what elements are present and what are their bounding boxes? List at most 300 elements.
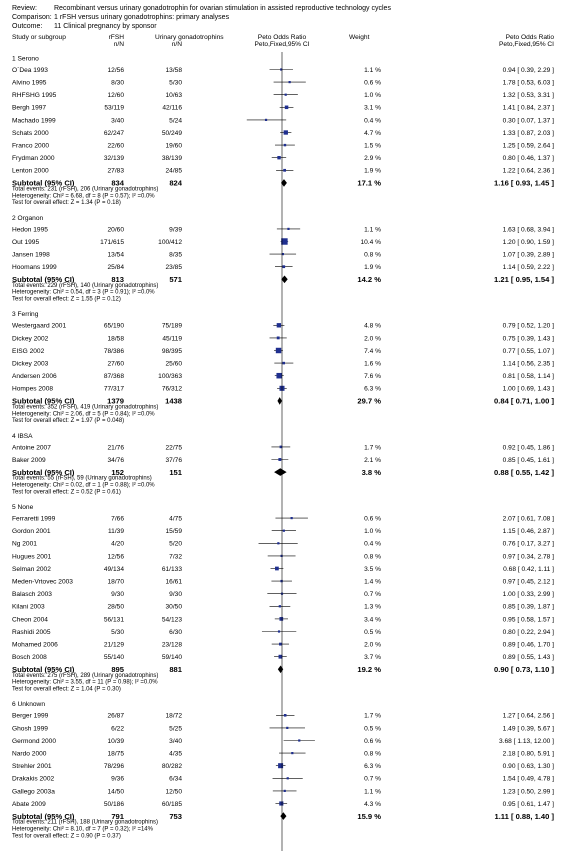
subtotal-weight: 14.2 % [357,275,381,285]
study-or: 1.63 [ 0.68, 3.94 ] [502,226,554,234]
study-rfsh: 53/119 [104,104,124,112]
study-urinary: 10/63 [165,92,182,100]
subtotal-or: 1.11 [ 0.88, 1.40 ] [494,811,554,821]
study-weight: 1.7 % [364,712,381,720]
study-point [285,106,289,110]
study-name: Out 1995 [12,238,40,246]
subtotal-weight: 17.1 % [357,178,381,188]
study-or: 0.76 [ 0.17, 3.27 ] [502,540,554,548]
study-name: Bosch 2008 [12,654,47,662]
study-or: 1.15 [ 0.46, 2.87 ] [502,528,554,536]
subtotal-note: Total events: 352 (rFSH), 419 (Urinary gonadotrophins) [12,404,159,411]
col-urinary: Urinary gonadotrophins [155,34,224,41]
subtotal-weight: 19.2 % [357,665,381,675]
study-rfsh: 12/56 [107,553,124,561]
study-point [289,81,291,83]
study-name: Gallego 2003a [12,788,55,796]
group-title: 1 Serono [12,55,39,63]
study-point [287,777,289,779]
study-weight: 1.3 % [364,603,381,611]
study-weight: 1.0 % [364,528,381,536]
study-urinary: 15/59 [165,528,182,536]
study-name: Baker 2009 [12,456,46,464]
study-urinary: 8/35 [169,251,182,259]
subtotal-diamond [278,666,283,674]
study-name: Hedon 1995 [12,226,48,234]
study-weight: 1.1 % [364,66,381,74]
subtotal-diamond [280,812,286,820]
study-or: 0.80 [ 0.22, 2.94 ] [502,628,554,636]
study-point [298,739,300,741]
study-name: Nardo 2000 [12,750,47,758]
study-name: Balasch 2003 [12,591,52,599]
subtotal-note: Total events: 275 (rFSH), 289 (Urinary gonadotrophins) [12,672,159,679]
header [12,5,391,30]
study-point [282,362,285,365]
study-or: 2.18 [ 0.80, 5.91 ] [502,750,554,758]
study-weight: 0.6 % [364,737,381,745]
subtotal-rfsh: 791 [111,811,124,821]
study-weight: 1.6 % [364,360,381,368]
subtotal-urinary: 571 [169,275,182,285]
subtotal-urinary: 753 [169,811,182,821]
study-urinary: 9/39 [169,226,182,234]
col-plot-method: Peto,Fixed,95% CI [254,41,310,48]
study-name: Mohamed 2006 [12,641,58,649]
study-name: Lenton 2000 [12,167,49,175]
study-urinary: 22/75 [165,444,182,452]
study-rfsh: 27/83 [107,167,124,175]
subtotal-rfsh: 813 [111,275,124,285]
study-urinary: 24/85 [165,167,182,175]
study-weight: 0.8 % [364,251,381,259]
study-name: Machado 1999 [12,117,56,125]
study-urinary: 5/20 [169,540,182,548]
study-rfsh: 11/39 [107,528,124,536]
subtotal-or: 0.84 [ 0.71, 1.00 ] [494,396,554,406]
study-rfsh: 5/30 [111,628,124,636]
study-urinary: 75/189 [161,322,182,330]
subtotal-or: 0.90 [ 0.73, 1.10 ] [494,665,554,675]
subtotal-note: Heterogeneity: Chi² = 3.55, df = 11 (P = 0.98); I² =0.0% [12,679,158,686]
subtotal-weight: 3.8 % [361,467,381,477]
study-name: Bergh 1997 [12,104,47,112]
col-or: Peto Odds Ratio [505,34,554,41]
study-name: Westergaard 2001 [12,322,67,330]
study-weight: 0.8 % [364,750,381,758]
study-urinary: 76/312 [161,385,182,393]
study-name: Jansen 1998 [12,251,50,259]
study-name: EISG 2002 [12,347,45,355]
subtotal-rfsh: 1379 [107,396,124,406]
study-rfsh: 50/186 [103,800,124,808]
study-point [278,630,280,632]
study-weight: 1.0 % [364,92,381,100]
study-name: Ng 2001 [12,540,37,548]
subtotal-note: Total events: 211 (rFSH), 188 (Urinary gonadotrophins) [12,819,158,826]
study-urinary: 5/30 [169,79,182,87]
study-weight: 1.9 % [364,167,381,175]
study-name: Ferraretti 1999 [12,515,56,523]
subtotal-rfsh: 834 [111,178,124,188]
study-or: 0.85 [ 0.39, 1.87 ] [502,603,554,611]
study-point [284,790,286,792]
study-or: 1.78 [ 0.53, 6.03 ] [502,79,554,87]
study-point [287,228,289,230]
study-point [276,348,281,353]
study-weight: 7.4 % [364,347,381,355]
study-rfsh: 26/87 [107,712,124,720]
subtotal-urinary: 881 [169,665,182,675]
study-urinary: 6/30 [169,628,182,636]
subtotal-note: Heterogeneity: Chi² = 6.68, df = 8 (P = 0.57); I² =0.0% [12,193,155,200]
study-rfsh: 21/76 [107,444,124,452]
study-point [277,156,280,159]
study-urinary: 9/30 [169,591,182,599]
study-urinary: 6/34 [169,775,182,783]
study-rfsh: 18/75 [107,750,124,758]
study-or: 1.00 [ 0.33, 2.99 ] [502,591,554,599]
study-rfsh: 49/134 [103,565,124,573]
study-weight: 3.5 % [364,565,381,573]
study-point [278,458,281,461]
study-or: 1.32 [ 0.53, 3.31 ] [502,92,554,100]
study-or: 1.20 [ 0.90, 1.59 ] [502,238,554,246]
study-name: Rashidi 2005 [12,628,51,636]
study-rfsh: 4/20 [111,540,124,548]
subtotal-label: Subtotal (95% CI) [12,665,75,675]
study-rfsh: 10/39 [107,737,124,745]
subtotal-or: 0.88 [ 0.55, 1.42 ] [494,467,554,477]
study-weight: 0.4 % [364,540,381,548]
study-urinary: 12/50 [165,788,182,796]
study-urinary: 5/24 [169,117,182,125]
study-point [279,643,282,646]
col-weight: Weight [349,34,370,41]
study-point [280,580,282,582]
study-point [286,727,288,729]
study-rfsh: 27/60 [107,360,124,368]
study-name: Franco 2000 [12,142,50,150]
subtotal-rfsh: 895 [111,665,124,675]
study-rfsh: 12/60 [107,92,124,100]
study-name: Berger 1999 [12,712,49,720]
study-rfsh: 8/30 [111,79,124,87]
subtotal-label: Subtotal (95% CI) [12,275,75,285]
study-name: Frydman 2000 [12,155,55,163]
study-or: 3.68 [ 1.13, 12.00 ] [499,737,554,745]
study-point [283,169,286,172]
subtotal-weight: 15.9 % [357,811,381,821]
study-weight: 0.4 % [364,117,381,125]
group-title: 5 None [12,504,34,511]
study-urinary: 16/61 [165,578,182,586]
col-study: Study or subgroup [12,34,66,41]
study-or: 1.23 [ 0.50, 2.99 ] [502,788,554,796]
study-weight: 0.6 % [364,515,381,523]
study-name: Ghosh 1999 [12,725,48,733]
study-or: 1.49 [ 0.39, 5.67 ] [502,725,554,733]
study-urinary: 98/395 [161,347,182,355]
study-name: Cheon 2004 [12,616,48,624]
study-weight: 1.1 % [364,226,381,234]
study-weight: 6.3 % [364,763,381,771]
study-point [277,542,279,544]
study-name: Strehler 2001 [12,763,52,771]
subtotal-or: 1.21 [ 0.95, 1.54 ] [494,275,554,285]
study-or: 0.77 [ 0.55, 1.07 ] [502,347,554,355]
study-rfsh: 87/368 [103,373,124,381]
study-or: 0.68 [ 0.42, 1.11 ] [503,565,554,573]
study-urinary: 61/133 [161,565,182,573]
study-weight: 0.8 % [364,553,381,561]
study-urinary: 100/363 [158,373,182,381]
study-weight: 1.9 % [364,264,381,272]
study-name: Gordon 2001 [12,528,51,536]
study-or: 1.33 [ 0.87, 2.03 ] [502,129,554,137]
study-name: Hompes 2008 [12,385,54,393]
col-urinary-n: n/N [171,41,182,48]
col-rfsh-n: n/N [113,41,124,48]
study-point [275,567,279,571]
study-or: 1.22 [ 0.64, 2.36 ] [502,167,554,175]
study-rfsh: 77/317 [103,385,124,393]
study-weight: 0.5 % [364,628,381,636]
study-weight: 2.1 % [364,456,381,464]
outcome-text: 11 Clinical pregnancy by sponsor [54,23,157,30]
study-weight: 0.5 % [364,725,381,733]
study-weight: 1.5 % [364,142,381,150]
study-urinary: 50/249 [161,129,182,137]
study-rfsh: 28/50 [107,603,124,611]
study-or: 0.89 [ 0.55, 1.43 ] [502,654,554,662]
study-urinary: 23/128 [161,641,182,649]
subtotal-weight: 29.7 % [357,396,381,406]
study-point [276,373,282,379]
study-or: 1.14 [ 0.59, 2.22 ] [502,264,554,272]
study-weight: 0.6 % [364,79,381,87]
outcome-label: Outcome: [12,23,43,30]
study-name: O`Dea 1993 [12,66,48,74]
study-urinary: 38/139 [161,155,182,163]
study-urinary: 42/116 [162,104,182,112]
study-rfsh: 56/131 [103,616,124,624]
study-name: Hugues 2001 [12,553,52,561]
study-or: 0.97 [ 0.45, 2.12 ] [502,578,554,586]
group-title: 3 Ferring [12,311,39,319]
study-point [284,714,287,717]
study-rfsh: 171/615 [100,238,124,246]
study-rfsh: 9/36 [111,775,124,783]
study-rfsh: 21/129 [103,641,124,649]
study-or: 0.97 [ 0.34, 2.78 ] [502,553,554,561]
study-urinary: 30/50 [165,603,182,611]
study-point [284,144,286,146]
study-weight: 10.4 % [360,238,381,246]
study-rfsh: 65/190 [103,322,124,330]
subtotal-or: 1.16 [ 0.93, 1.45 ] [494,178,554,188]
study-name: Selman 2002 [12,565,51,573]
review-label: Review: [12,5,37,12]
study-urinary: 23/85 [165,264,182,272]
study-urinary: 7/32 [169,553,182,561]
study-rfsh: 12/56 [107,66,124,74]
study-or: 0.80 [ 0.46, 1.37 ] [502,155,554,163]
subtotal-urinary: 1438 [165,396,182,406]
comparison-text: 1 rFSH versus urinary gonadotrophins: primary analyses [54,14,230,21]
study-rfsh: 9/30 [111,591,124,599]
subtotal-note: Test for overall effect: Z = 1.55 (P = 0.12) [12,296,121,303]
study-urinary: 4/35 [169,750,182,758]
study-point [265,119,267,121]
study-weight: 1.1 % [364,788,381,796]
study-rfsh: 78/296 [103,763,124,771]
subtotal-note: Heterogeneity: Chi² = 2.06, df = 5 (P = 0.84); I² =0.0% [12,411,155,418]
study-name: Dickey 2003 [12,360,49,368]
col-or-method: Peto,Fixed,95% CI [499,41,554,48]
study-weight: 0.7 % [364,591,381,599]
study-urinary: 19/60 [165,142,182,150]
group-title: 4 IBSA [12,432,33,440]
subtotal-note: Heterogeneity: Chi² = 0.54, df = 3 (P = 0.91); I² =0.0% [12,289,155,296]
study-rfsh: 20/60 [107,226,124,234]
study-urinary: 100/412 [158,238,182,246]
study-rfsh: 62/247 [103,129,124,137]
subtotal-diamond [277,397,282,405]
subtotal-urinary: 824 [169,178,182,188]
study-urinary: 54/123 [161,616,182,624]
study-or: 1.27 [ 0.64, 2.56 ] [502,712,554,720]
study-name: RHFSHG 1995 [12,92,57,100]
study-or: 0.95 [ 0.61, 1.47 ] [502,800,554,808]
study-urinary: 59/140 [161,654,182,662]
study-point [280,555,282,557]
subtotal-label: Subtotal (95% CI) [12,811,75,821]
study-name: Antoine 2007 [12,444,51,452]
study-rfsh: 18/58 [107,335,124,343]
study-point [279,801,283,805]
study-or: 0.89 [ 0.46, 1.70 ] [502,641,554,649]
subtotal-note: Test for overall effect: Z = 1.04 (P = 0.30) [12,686,121,693]
study-or: 0.79 [ 0.52, 1.20 ] [502,322,554,330]
study-name: Abate 2009 [12,800,46,808]
study-weight: 1.7 % [364,444,381,452]
study-rfsh: 14/50 [107,788,124,796]
subtotal-note: Heterogeneity: Chi² = 0.02, df = 1 (P = 0.88); I² =0.0% [12,482,155,489]
study-or: 1.25 [ 0.59, 2.64 ] [502,142,554,150]
study-urinary: 60/185 [161,800,182,808]
study-weight: 4.8 % [364,322,381,330]
study-or: 0.95 [ 0.58, 1.57 ] [502,616,554,624]
subtotal-label: Subtotal (95% CI) [12,467,75,477]
group-title: 2 Organon [12,214,44,222]
study-or: 1.14 [ 0.56, 2.35 ] [502,360,554,368]
study-urinary: 45/119 [162,335,182,343]
study-weight: 6.3 % [364,385,381,393]
study-or: 0.90 [ 0.63, 1.30 ] [502,763,554,771]
subtotal-note: Heterogeneity: Chi² = 8.10, df = 7 (P = 0.32); I² =14% [12,826,153,833]
study-point [291,752,293,754]
comparison-label: Comparison: [12,14,52,21]
subtotal-note: Test for overall effect: Z = 0.52 (P = 0.61) [12,489,121,496]
column-headers [12,34,554,48]
study-name: Dickey 2002 [12,335,49,343]
study-name: Kilani 2003 [12,603,45,611]
subtotal-note: Total events: 231 (rFSH), 206 (Urinary gonadotrophins) [12,186,159,193]
study-rfsh: 22/60 [107,142,124,150]
study-or: 1.00 [ 0.69, 1.43 ] [502,385,554,393]
subtotal-diamond [274,468,287,476]
study-or: 0.81 [ 0.58, 1.14 ] [502,373,554,381]
study-or: 0.75 [ 0.39, 1.43 ] [502,335,554,343]
study-urinary: 4/75 [169,515,182,523]
study-or: 2.07 [ 0.61, 7.08 ] [502,515,554,523]
study-urinary: 3/40 [169,737,182,745]
study-weight: 1.4 % [364,578,381,586]
study-rfsh: 6/22 [111,725,124,733]
study-weight: 3.7 % [364,654,381,662]
study-point [283,530,285,532]
subtotal-urinary: 151 [169,467,182,477]
study-rfsh: 78/386 [103,347,124,355]
study-point [282,265,285,268]
plot-marks [12,52,554,851]
subtotal-label: Subtotal (95% CI) [12,178,75,188]
subtotal-note: Test for overall effect: Z = 1.34 (P = 0.18) [12,200,121,207]
study-point [284,130,288,134]
study-rfsh: 13/54 [107,251,124,259]
col-plot: Peto Odds Ratio [257,34,307,41]
subtotal-note: Test for overall effect: Z = 0.90 (P = 0.37) [12,833,121,840]
study-urinary: 5/25 [169,725,182,733]
study-weight: 2.0 % [364,641,381,649]
study-rfsh: 32/139 [103,155,124,163]
study-name: Hoomans 1999 [12,264,57,272]
study-or: 1.54 [ 0.49, 4.78 ] [502,775,554,783]
study-weight: 4.7 % [364,129,381,137]
study-or: 0.92 [ 0.45, 1.86 ] [502,444,554,452]
study-point [277,323,281,327]
study-point [285,94,287,96]
study-or: 0.94 [ 0.39, 2.29 ] [502,66,554,74]
study-rfsh: 7/66 [111,515,124,523]
study-rfsh: 18/70 [107,578,124,586]
study-name: Schats 2000 [12,129,49,137]
study-name: Drakakis 2002 [12,775,55,783]
col-rfsh: rFSH [108,34,124,41]
study-rfsh: 55/140 [103,654,124,662]
study-weight: 2.9 % [364,155,381,163]
study-rfsh: 34/76 [107,456,124,464]
study-weight: 3.4 % [364,616,381,624]
study-weight: 7.6 % [364,373,381,381]
study-or: 0.85 [ 0.45, 1.61 ] [502,456,554,464]
study-weight: 0.7 % [364,775,381,783]
study-name: Meden-Vrtovec 2003 [12,578,73,586]
study-urinary: 18/72 [165,712,182,720]
study-urinary: 25/60 [165,360,182,368]
subtotal-note: Total events: 55 (rFSH), 59 (Urinary gonadotrophins) [12,475,152,482]
study-urinary: 80/282 [161,763,182,771]
study-point [291,517,293,519]
study-name: Germond 2000 [12,737,56,745]
study-name: Andersen 2006 [12,373,57,381]
study-urinary: 13/58 [165,66,182,74]
study-point [279,617,283,621]
review-text: Recombinant versus urinary gonadotrophin for ovarian stimulation in assisted reproductive technology cycles [54,5,391,12]
study-rfsh: 3/40 [111,117,124,125]
study-weight: 4.3 % [364,800,381,808]
